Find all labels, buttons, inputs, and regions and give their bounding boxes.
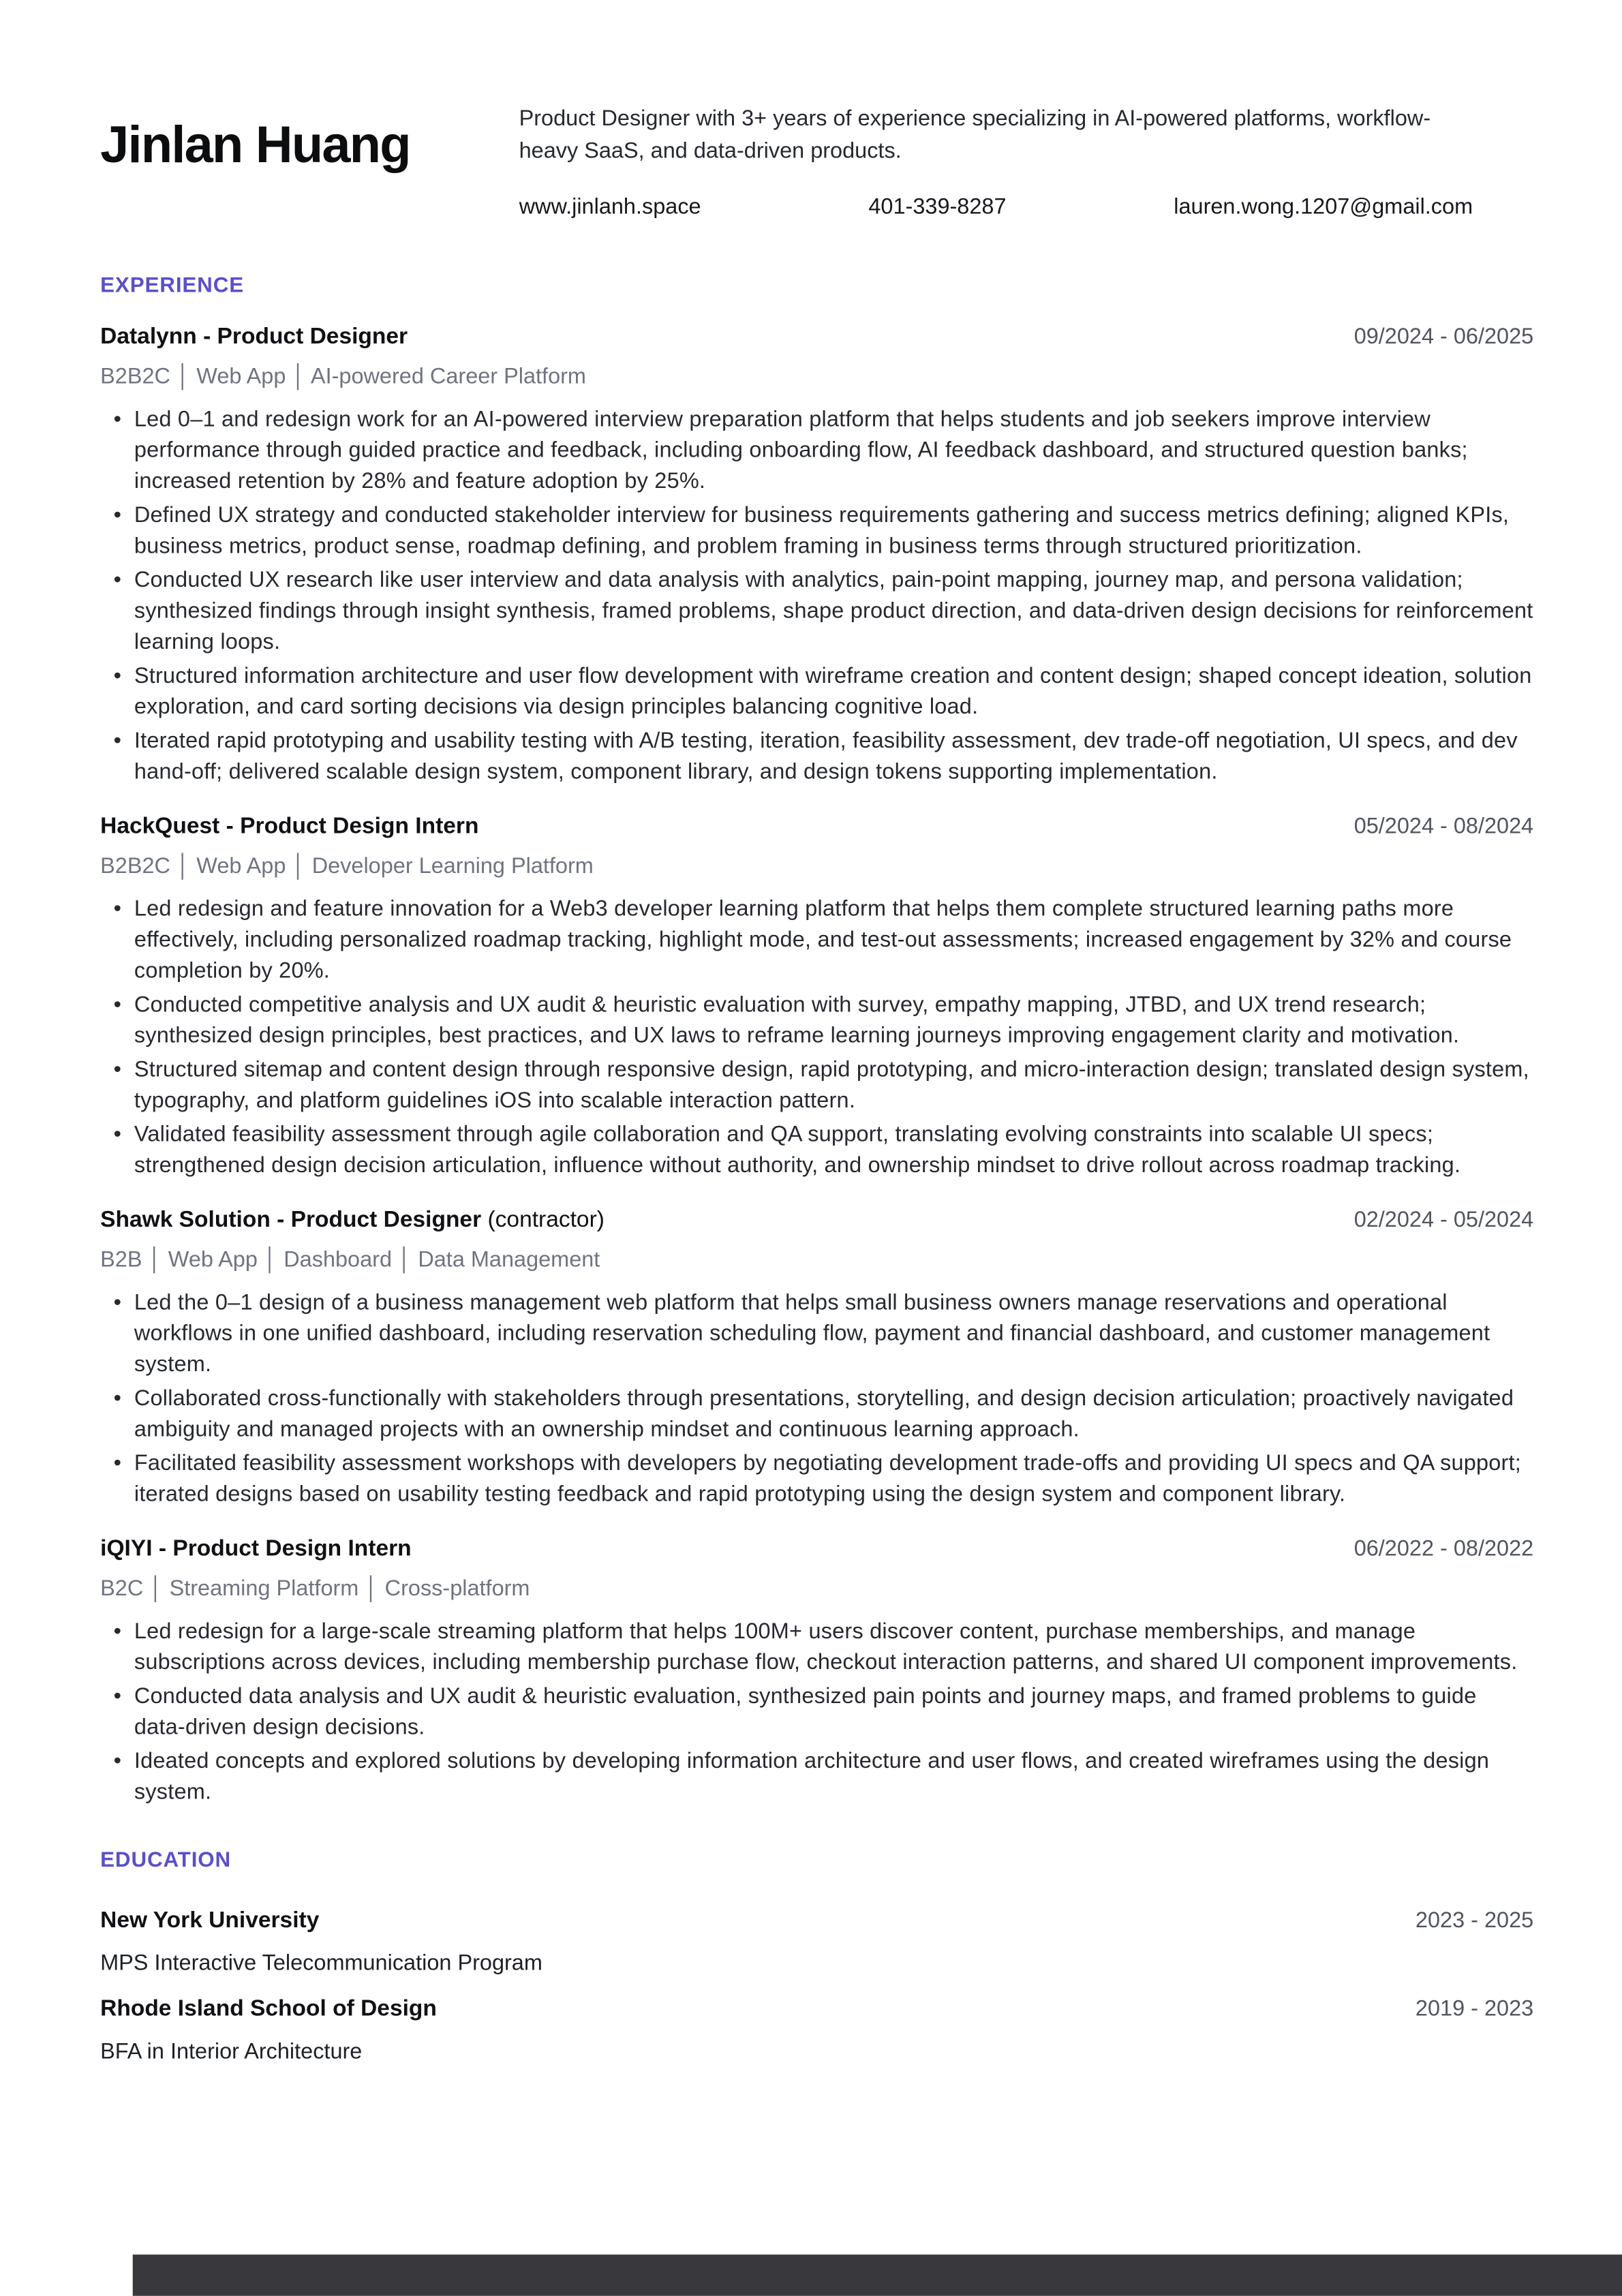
job-entry-hackquest <box>100 811 1533 1181</box>
job-tags: B2B2C │ Web App │ Developer Learning Platform <box>100 853 594 879</box>
header-right <box>519 103 1534 224</box>
contact-row <box>519 192 1534 224</box>
job-bullet-list <box>100 404 1533 788</box>
website-link[interactable]: www.jinlanh.space <box>519 194 701 220</box>
section-heading-experience: EXPERIENCE <box>100 274 245 299</box>
bullet-item: • Iterated rapid prototyping and usability testing with A/B testing, iteration, feasibility assessment, dev trade-off negotiation, UI specs, and dev hand-off; delivered scalable design system, component library, and design tokens supporting implementation. <box>100 726 1533 788</box>
section-heading-education: EDUCATION <box>100 1849 232 1873</box>
candidate-name: Jinlan Huang <box>100 116 410 174</box>
bullet-item: • Led redesign for a large-scale streaming platform that helps 100M+ users discover content, purchase memberships, and manage subscriptions across devices, including membership purchase flow, checkout interaction patterns, and shared UI component improvements. <box>100 1616 1533 1678</box>
job-title-text: iQIYI - Product Design Intern <box>100 1536 412 1562</box>
bullet-item: • Conducted UX research like user interview and data analysis with analytics, pain-point mapping, journey map, and persona validation; synthesized findings through insight synthesis, framed problems, shape product direction, and data-driven design decisions for reinforcement learning loops. <box>100 565 1533 658</box>
school-name: Rhode Island School of Design <box>100 1996 437 2022</box>
job-head <box>100 1205 1533 1238</box>
degree-name: BFA in Interior Architecture <box>100 2039 363 2065</box>
job-dates: 06/2022 - 08/2022 <box>1353 1536 1534 1562</box>
bullet-item: • Collaborated cross-functionally with stakeholders through presentations, storytelling, and design decision articulation; proactively navigated ambiguity and managed projects with an ownership mindset and continuous learning approach. <box>100 1383 1533 1445</box>
job-bullet-list <box>100 893 1533 1181</box>
job-dates: 02/2024 - 05/2024 <box>1353 1208 1534 1233</box>
name-column <box>100 103 519 224</box>
job-title <box>100 811 478 844</box>
bullet-item: • Conducted competitive analysis and UX audit & heuristic evaluation with survey, empathy mapping, JTBD, and UX trend research; synthesized design principles, best practices, and UX laws to reframe learning journeys improving engagement clarity and motivation. <box>100 990 1533 1052</box>
summary-text: Product Designer with 3+ years of experience specializing in AI-powered platforms, workflow-heavy SaaS, and data-driven products. <box>519 106 1431 164</box>
bullet-item: • Led 0–1 and redesign work for an AI-powered interview preparation platform that helps students and job seekers improve interview performance through guided practice and feedback, including onboarding flow, AI feedback dashboard, and structured question banks; increased retention by 28% and feature adoption by 25%. <box>100 404 1533 497</box>
school-name: New York University <box>100 1908 320 1933</box>
job-title <box>100 322 408 354</box>
bullet-item: • Ideated concepts and explored solutions by developing information architecture and user flows, and created wireframes using the design system. <box>100 1746 1533 1808</box>
degree-name: MPS Interactive Telecommunication Program <box>100 1950 542 1976</box>
education-entry-risd <box>100 1993 1533 2067</box>
job-title <box>100 1205 605 1238</box>
job-title <box>100 1533 412 1566</box>
job-tags: B2C │ Streaming Platform │ Cross-platform <box>100 1576 530 1602</box>
job-title-text: Datalynn - Product Designer <box>100 324 408 350</box>
bullet-item: • Facilitated feasibility assessment workshops with developers by negotiating development trade-offs and providing UI specs and QA support; iterated designs based on usability testing feedback and rapid prototyping using the design system and component library. <box>100 1448 1533 1510</box>
email-link[interactable]: lauren.wong.1207@gmail.com <box>1174 194 1473 220</box>
phone-number: 401-339-8287 <box>868 194 1007 220</box>
job-entry-datalynn <box>100 322 1533 788</box>
job-entry-iqiyi <box>100 1533 1533 1807</box>
page-bottom-gutter <box>133 2254 1622 2296</box>
job-entry-shawk-solution <box>100 1205 1533 1510</box>
job-bullet-list <box>100 1287 1533 1510</box>
job-head <box>100 811 1533 844</box>
bullet-item: • Validated feasibility assessment through agile collaboration and QA support, translating evolving constraints into scalable UI specs; strengthened design decision articulation, influence without authority, and ownership mindset to drive rollout across roadmap tracking. <box>100 1119 1533 1181</box>
job-tags: B2B2C │ Web App │ AI-powered Career Platform <box>100 364 586 390</box>
bullet-item: • Defined UX strategy and conducted stakeholder interview for business requirements gathering and success metrics defining; aligned KPIs, business metrics, product sense, roadmap defining, and problem framing in business terms through structured prioritization. <box>100 500 1533 562</box>
bullet-item: • Conducted data analysis and UX audit & heuristic evaluation, synthesized pain points and journey maps, and framed problems to guide data-driven design decisions. <box>100 1681 1533 1743</box>
job-head <box>100 322 1533 354</box>
school-dates: 2023 - 2025 <box>1415 1908 1534 1933</box>
job-title-suffix: (contractor) <box>481 1208 605 1233</box>
job-dates: 09/2024 - 06/2025 <box>1353 324 1534 350</box>
job-bullet-list <box>100 1616 1533 1807</box>
job-title-text: HackQuest - Product Design Intern <box>100 814 479 840</box>
bullet-item: • Structured information architecture and user flow development with wireframe creation and content design; shaped concept ideation, solution exploration, and card sorting decisions via design principles balancing cognitive load. <box>100 660 1533 722</box>
education-entry-nyu <box>100 1905 1533 1978</box>
education-head <box>100 1905 1533 1938</box>
bullet-item: • Led redesign and feature innovation for a Web3 developer learning platform that helps them complete structured learning paths more effectively, including personalized roadmap tracking, highlight mode, and test-out assessments; increased engagement by 32% and course completion by 20%. <box>100 893 1533 986</box>
resume-header <box>100 103 1533 224</box>
school-dates: 2019 - 2023 <box>1415 1996 1534 2022</box>
job-tags: B2B │ Web App │ Dashboard │ Data Management <box>100 1247 600 1273</box>
job-dates: 05/2024 - 08/2024 <box>1353 814 1534 840</box>
bullet-item: • Structured sitemap and content design through responsive design, rapid prototyping, and micro-interaction design; translated design system, typography, and platform guidelines iOS into scalable interaction pattern. <box>100 1054 1533 1116</box>
education-head <box>100 1993 1533 2026</box>
job-head <box>100 1533 1533 1566</box>
bullet-item: • Led the 0–1 design of a business management web platform that helps small business owners manage reservations and operational workflows in one unified dashboard, including reservation scheduling flow, payment and financial dashboard, and customer management system. <box>100 1287 1533 1380</box>
job-title-text: Shawk Solution - Product Designer <box>100 1208 482 1233</box>
